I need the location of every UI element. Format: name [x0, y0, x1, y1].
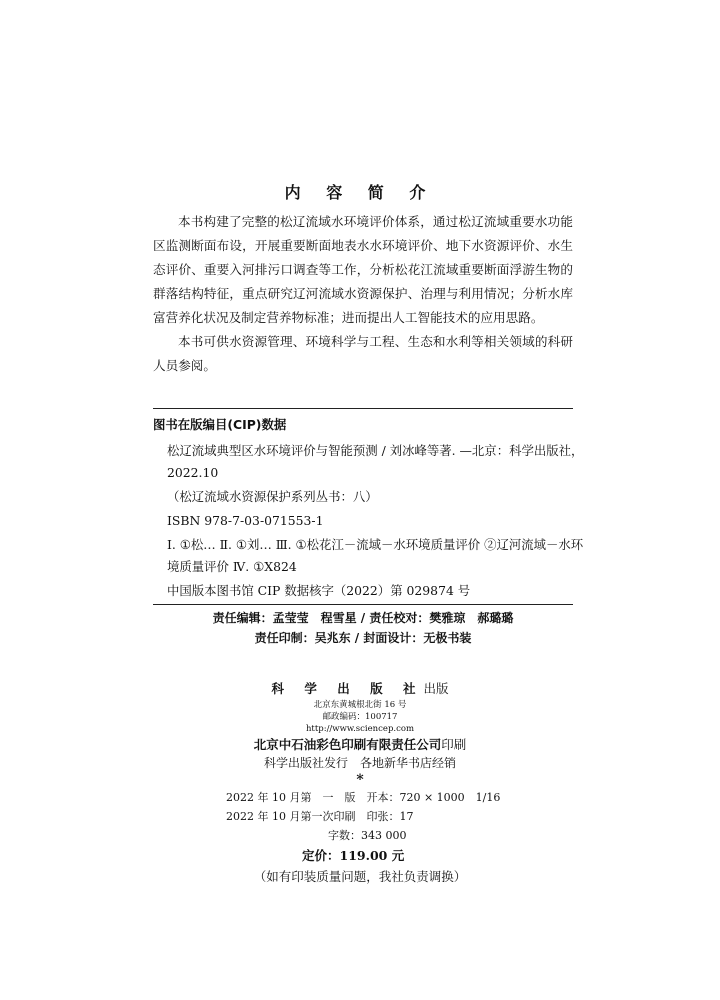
cip-series-line: （松辽流域水资源保护系列丛书：八）	[167, 489, 378, 504]
summary-title: 内 容 简 介	[284, 183, 436, 202]
publisher-url: http://www.sciencep.com	[305, 724, 415, 734]
summary-paragraph-2: 本书可供水资源管理、环境科学与工程、生态和水利等相关领域的科研人员参阅。	[153, 334, 573, 373]
cip-title-line: 松辽流域典型区水环境评价与智能预测 / 刘冰峰等著. —北京：科学出版社，2022.10	[167, 443, 584, 480]
publisher-postcode: 邮政编码：100717	[322, 712, 398, 722]
summary-paragraph-1: 本书构建了完整的松辽流域水环境评价体系，通过松辽流域重要水功能区监测断面布设，开展重要断面地表水水环境评价、地下水资源评价、水生态评价、重要入河排污口调查等工作，分析松花江流域重要断面浮游生物的群落结构特征，重点研究辽河流域水资源保护、治理与利用情况；分析水库富营养化状况及制定营养物标准；进而提出人工智能技术的应用思路。	[153, 214, 573, 325]
cip-bottom-rule	[153, 604, 573, 605]
printing-line: 2022 年 10 月第一次印刷 印张：17	[226, 810, 414, 823]
separator-star: *	[356, 772, 364, 788]
publisher-address: 北京东黄城根北街 16 号	[313, 700, 407, 710]
cip-heading: 图书在版编目(CIP)数据	[153, 417, 287, 432]
distribution-line: 科学出版社发行 各地新华书店经销	[263, 756, 456, 770]
cip-top-rule	[153, 408, 573, 409]
publisher-heading	[0, 678, 720, 697]
publisher-name: 科 学 出 版 社	[271, 681, 424, 696]
publisher-suffix: 出版	[423, 681, 449, 696]
printer-line	[0, 734, 720, 753]
price-line: 定价：119.00 元	[302, 848, 405, 863]
cip-number-line: 中国版本图书馆 CIP 数据核字（2022）第 029874 号	[167, 583, 471, 598]
cip-classification-line: Ⅰ. ①松… Ⅱ. ①刘… Ⅲ. ①松花江－流域－水环境质量评价 ②辽河流域－水环境质量评价 Ⅳ. ①X824	[167, 537, 584, 574]
edition-line: 2022 年 10 月第 一 版 开本：720 × 1000 1/16	[226, 791, 501, 804]
wordcount-line: 字数：343 000	[328, 829, 407, 842]
credits-line-1: 责任编辑：孟莹莹 程雪星 / 责任校对：樊雅琼 郝璐璐	[212, 611, 514, 625]
printer-name: 北京中石油彩色印刷有限责任公司	[253, 737, 442, 752]
printer-suffix: 印刷	[441, 737, 467, 752]
quality-notice: （如有印装质量问题，我社负责调换）	[253, 869, 467, 884]
cip-isbn-line: ISBN 978-7-03-071553-1	[167, 513, 324, 528]
credits-line-2: 责任印制：吴兆东 / 封面设计：无极书装	[254, 631, 472, 645]
